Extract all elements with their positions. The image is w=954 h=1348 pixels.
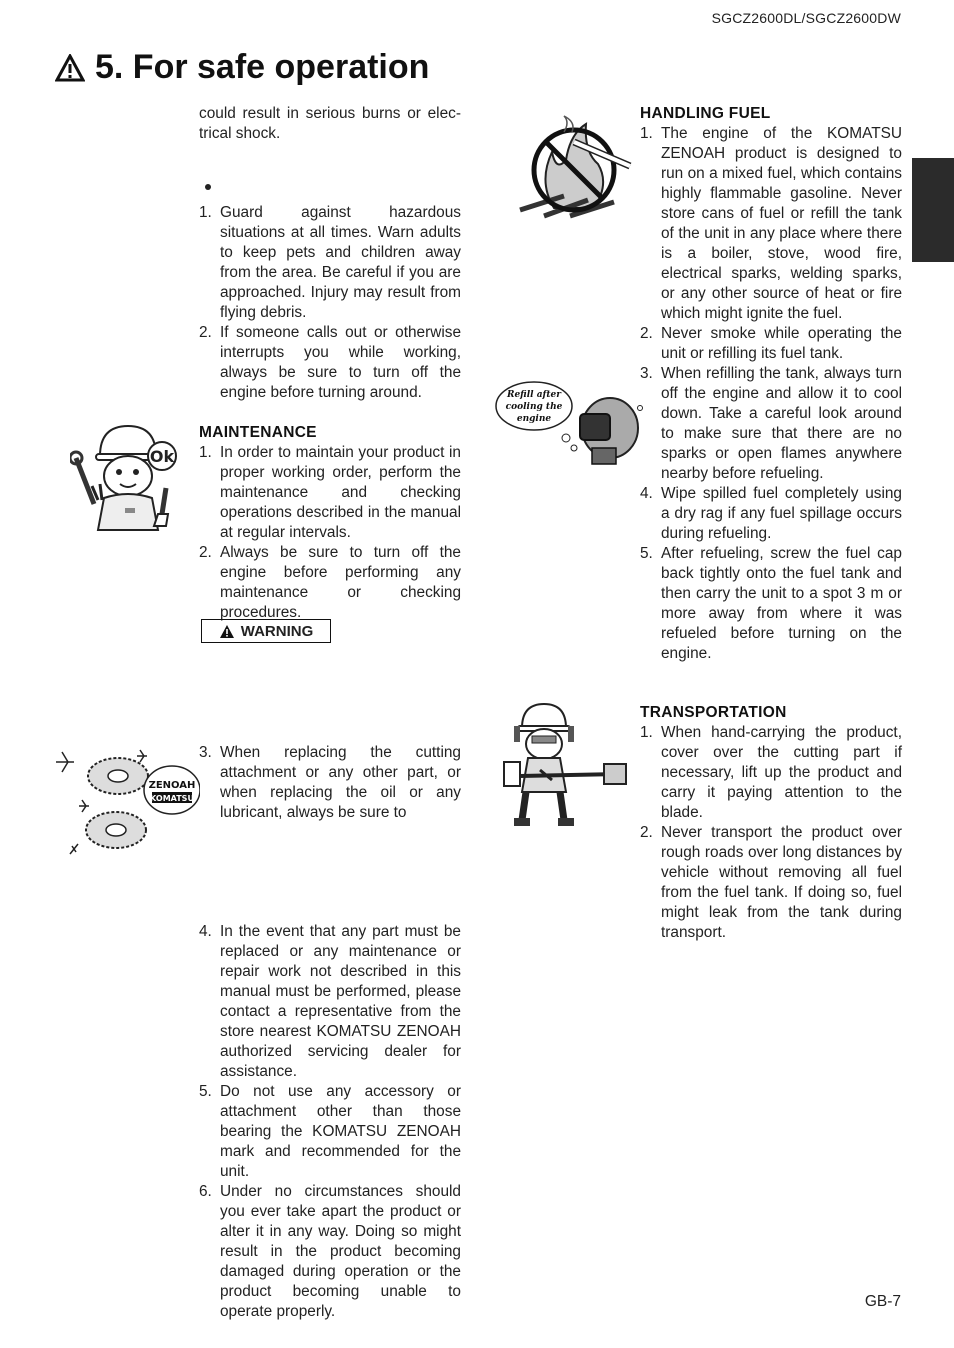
list-item-text: Always be sure to turn off the engine before performing any maintenance or checking procedures.: [220, 544, 461, 621]
list-item-text: The engine of the KOMATSU ZENOAH product is designed to run on a mixed fuel, which contains highly flammable gasoline. Never store cans of fuel or refill the tank of the unit in any place where there is a boiler, stove, wood fire, electrical sparks, welding sparks, or any other source of heat or fire which might ignite the fuel.: [661, 125, 902, 322]
list-item-number: 1.: [199, 204, 212, 221]
warning-triangle-icon: [55, 54, 85, 82]
list-item-text: In the event that any part must be replaced or any maintenance or repair work not described in this manual must be performed, please contact a representative from the store nearest KOMATSU ZENOAH authorized servicing dealer for assistance.: [220, 923, 461, 1080]
list-item-text: Guard against hazardous situations at all times. Warn adults to keep pets and children away from the area. Be careful if you are approached. Injury may result from flying debris.: [220, 204, 461, 321]
cutting-blades-illustration: [52, 742, 200, 862]
maintenance-heading: MAINTENANCE: [199, 424, 317, 441]
list-item-number: 1.: [199, 444, 212, 461]
list-item-number: 2.: [640, 325, 653, 342]
list-item: [199, 203, 461, 323]
left-intro: [199, 104, 461, 144]
maintenance-worker-illustration: [70, 418, 190, 533]
list-item: [199, 1082, 461, 1182]
list-item: [199, 443, 461, 543]
list-item-text: Never transport the product over rough roads over long distances by vehicle without removing all fuel from the fuel tank. If doing so, fuel might leak from the tank during transport.: [661, 824, 902, 941]
refill-after-cooling-illustration: [494, 378, 644, 474]
list-item-number: 4.: [199, 923, 212, 940]
list-item-number: 3.: [199, 744, 212, 761]
list-item-number: 2.: [199, 544, 212, 561]
transport-section: [640, 703, 902, 943]
list-item: [640, 364, 902, 484]
list-item: [199, 1182, 461, 1322]
maintenance-section: [199, 423, 461, 623]
list-item: [640, 484, 902, 544]
list-item-text: In order to maintain your product in proper working order, perform the maintenance and checking operations described in the manual at regular intervals.: [220, 444, 461, 541]
zenoah-logo: ZENOAH: [148, 780, 196, 791]
list-item-text: When replacing the cutting attachment or any other part, or when replacing the oil or any lubricant, always be sure to: [220, 744, 461, 821]
list-item: [640, 723, 902, 823]
list-item-text: Under no circumstances should you ever take apart the product or alter it in any way. Doing so might result in the product becoming damaged during operation or the product becoming unable to operate properly.: [220, 1183, 461, 1320]
warning-label: [201, 619, 331, 643]
bullet-dot: [205, 184, 211, 190]
list-item-number: 1.: [640, 724, 653, 741]
transport-worker-illustration: [500, 700, 634, 830]
refill-bubble-line-2: cooling the: [505, 402, 563, 412]
list-item: [199, 543, 461, 623]
list-item-number: 2.: [199, 324, 212, 341]
ok-bubble-text: Ok: [149, 447, 175, 466]
list-item-text: Do not use any accessory or attachment other than those bearing the KOMATSU ZENOAH mark and recommended for the unit.: [220, 1083, 461, 1180]
list-item-text: When hand-carrying the product, cover over the cutting part if necessary, lift up the product and carry it paying attention to the blade.: [661, 724, 902, 821]
list-item-number: 3.: [640, 365, 653, 382]
page-number: GB-7: [864, 1293, 901, 1310]
transport-heading: TRANSPORTATION: [640, 704, 787, 721]
list-item-number: 5.: [640, 545, 653, 562]
warning-triangle-icon: [219, 624, 235, 639]
list-item-text: After refueling, screw the fuel cap back tightly onto the fuel tank and then carry the unit to a spot 3 m or more away from where it was refueled before turning on the engine.: [661, 545, 902, 662]
list-item-text: Wipe spilled fuel completely using a dry rag if any fuel spillage occurs during refueling.: [661, 485, 902, 542]
warning-text: WARNING: [240, 622, 314, 640]
section-tab: [912, 158, 954, 262]
list-item: [199, 323, 461, 403]
refill-bubble-line-3: engine: [516, 414, 552, 424]
fuel-section: [640, 104, 902, 664]
list-item-text: If someone calls out or otherwise interrupts you while working, always be sure to turn off the engine before turning around.: [220, 324, 461, 401]
list-item: [640, 544, 902, 664]
left-list-c: [199, 743, 461, 823]
komatsu-logo: KOMATSU: [150, 794, 194, 803]
model-number: SGCZ2600DL/SGCZ2600DW: [711, 10, 901, 26]
list-item-text: Never smoke while operating the unit or refilling its fuel tank.: [661, 325, 902, 362]
page-title: [55, 48, 429, 87]
list-item-text: When refilling the tank, always turn off the engine and allow it to cool down. Take a careful look around to make sure that there are no sparks or open flames anywhere nearby before refueling.: [661, 365, 902, 482]
fuel-heading: HANDLING FUEL: [640, 105, 771, 122]
list-item: [640, 124, 902, 324]
refill-bubble-line-1: Refill after: [506, 390, 562, 400]
intro-text: could result in serious burns or elec-trical shock.: [199, 105, 461, 142]
list-item-number: 2.: [640, 824, 653, 841]
list-item: [640, 823, 902, 943]
list-item-number: 4.: [640, 485, 653, 502]
list-item: [640, 324, 902, 364]
list-item: [199, 922, 461, 1082]
list-item-number: 5.: [199, 1083, 212, 1100]
no-fire-illustration: [514, 112, 636, 222]
left-list-d: [199, 922, 461, 1322]
page-title-text: 5. For safe operation: [95, 48, 430, 86]
left-list-a: [199, 203, 461, 403]
list-item-number: 6.: [199, 1183, 212, 1200]
list-item-number: 1.: [640, 125, 653, 142]
list-item: [199, 743, 461, 823]
